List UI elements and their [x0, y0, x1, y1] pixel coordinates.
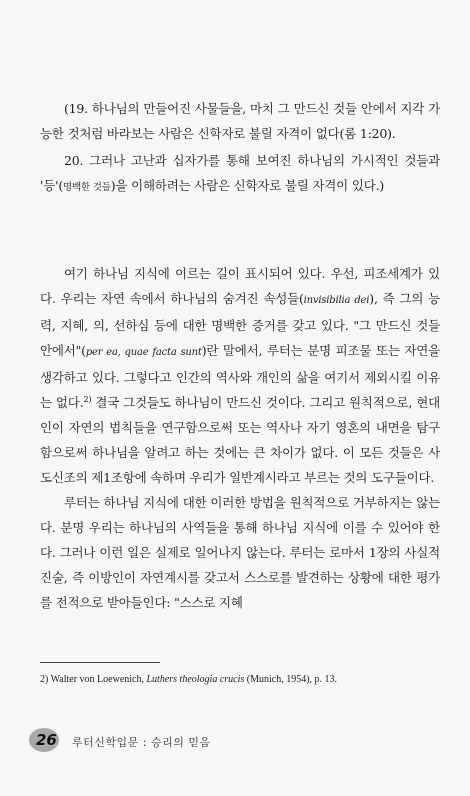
latin-phrase-2: per ea, quae facta sunt	[85, 347, 202, 358]
thesis-20-text-b: )을 이해하려는 사람은 신학자로 불릴 자격이 있다.)	[110, 178, 385, 193]
p1-text-4: 결국 그것들도 하나님이 만드신 것이다. 그리고 원칙적으로, 현대인이 자연의 법칙들을 연구함으로써 또는 역사나 자기 영혼의 내면을 탐구함으로써 하나님을 알려고 하는 것에는 큰 차이가 없다. 이 모든 것들은 사도신조의 제1조항에 속하며 우리가 일반계시라고 부르는 것의 도구들이다.	[40, 395, 440, 485]
quoted-theses	[40, 96, 440, 200]
body-paragraph-1	[40, 261, 440, 490]
running-title: 루터신학입문 : 승리의 믿음	[72, 736, 211, 749]
body-paragraph-2: 루터는 하나님 지식에 대한 이러한 방법을 원칙적으로 거부하지는 않는다. 분명 우리는 하나님의 사역들을 통해 하나님 지식에 이를 수 있어야 한다. 그러나 이런 일은 실제로 일어나지 않는다. 루터는 로마서 1장의 사실적 진술, 즉 이방인이 자연계시를 갖고서 스스로를 발견하는 상황에 대한 평가를 전적으로 받아들인다: "스스로 지혜	[40, 495, 440, 610]
body-text	[40, 261, 440, 615]
thesis-20-small: 명백한 것들	[63, 182, 111, 193]
thesis-19	[40, 96, 440, 146]
page-number: 26	[36, 731, 57, 749]
p1-text-1: 여기 하나님 지식에 이르는 길이 표시되어 있다. 우선, 피조세계가 있다. 우리는 자연 속에서 하나님의 숨겨진 속성들(	[40, 266, 440, 306]
latin-phrase-1: invisibilia dei	[303, 295, 370, 306]
footnote-title: Luthers theologia crucis	[146, 674, 245, 685]
footnote-post: (Munich, 1954), p. 13.	[244, 674, 338, 685]
footnote-pre: 2) Walter von Loewenich,	[40, 674, 147, 685]
footnote-ref[interactable]: 2)	[83, 394, 92, 404]
p1-text-3: )란 말에서, 루터는 분명 피조물 또는 자연을 생각하고 있다. 그렇다고 인간의 역사와 개인의 삶을 여기서 제외시킬 이유는 없다.	[40, 343, 440, 410]
thesis-19-text: (19. 하나님의 만들어진 사물들을, 마치 그 만드신 것들 안에서 지각 가능한 것처럼 바라보는 사람은 신학자로 불릴 자격이 없다(롬 1:20).	[40, 101, 440, 141]
p1-text-2: ), 즉 그의 능력, 지혜, 의, 선하심 등에 대한 명백한 증거를 갖고 있다. "그 만드신 것들 안에서"(	[40, 291, 440, 358]
footnote	[40, 674, 440, 685]
thesis-20	[40, 148, 440, 200]
footnote-divider	[40, 662, 160, 663]
thesis-20-text-a: 20. 그러나 고난과 십자가를 통해 보여진 하나님의 가시적인 것들과 '등'(	[40, 153, 440, 193]
